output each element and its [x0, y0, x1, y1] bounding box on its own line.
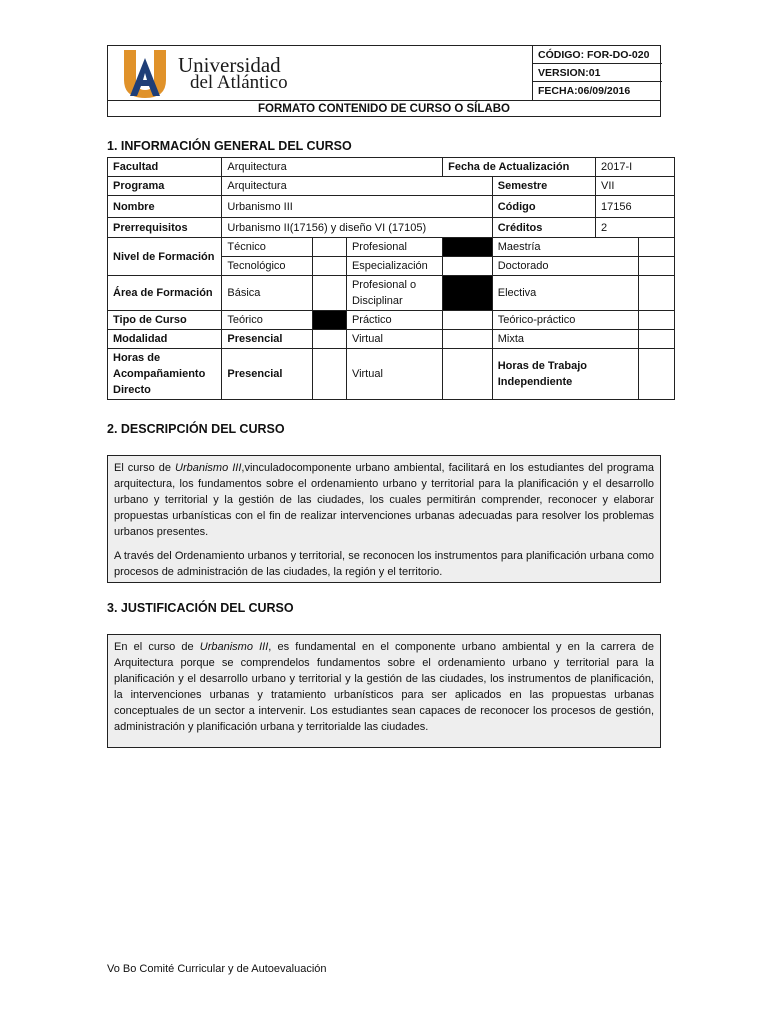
value-horas-virtual: [443, 349, 493, 400]
label-fecha-actualizacion: Fecha de Actualización: [443, 158, 596, 177]
option-profesional-disciplinar: Profesional o Disciplinar: [346, 276, 442, 311]
code-field: CÓDIGO: FOR-DO-020: [533, 46, 662, 64]
justification-text-a: En el curso de: [114, 641, 200, 653]
option-electiva: Electiva: [492, 276, 638, 311]
value-semestre: VII: [596, 177, 675, 196]
university-logo: [108, 46, 532, 100]
document-title: FORMATO CONTENIDO DE CURSO O SÍLABO: [108, 100, 660, 118]
option-tecnologico: Tecnológico: [222, 257, 312, 276]
option-profesional: Profesional: [346, 238, 442, 257]
table-row: [108, 196, 675, 218]
description-paragraph-2: A través del Ordenamiento urbanos y territorial, se reconocen los instrumentos para planificación urbana como procesos de administración de las ciudades, la región y el territorio.: [114, 550, 654, 578]
label-facultad: Facultad: [108, 158, 222, 177]
table-row: [108, 276, 675, 311]
checkbox-profesional-marked: [443, 238, 493, 257]
document-codes: [532, 46, 662, 100]
label-creditos: Créditos: [492, 218, 595, 238]
label-nivel-formacion: Nivel de Formación: [108, 238, 222, 276]
justification-box: [107, 634, 661, 748]
option-teorico-practico: Teórico-práctico: [492, 311, 638, 330]
description-text-b: ,vinculadocomponente urbano ambiental, facilitará en los estudiantes del programa arquitectura, los fundamentos sobre el ordenamiento urbano y territorial para la planificación y el desarrollo urbano y territorial y la gestión de las ciudades, los cuales permitirán comprender, reconocer y elaborar propuestas urbanísticas con el fin de realizar intervenciones urbanas adecuadas para resolver los problemas urbanos presentes.: [114, 462, 654, 538]
description-text-a: El curso de: [114, 462, 176, 474]
checkbox-presencial: [312, 330, 346, 349]
label-prerrequisitos: Prerrequisitos: [108, 218, 222, 238]
date-field: FECHA:06/09/2016: [538, 85, 631, 97]
value-nombre: Urbanismo III: [222, 196, 492, 218]
table-row: [108, 177, 675, 196]
checkbox-basica: [312, 276, 346, 311]
value-programa: Arquitectura: [222, 177, 492, 196]
label-tipo-curso: Tipo de Curso: [108, 311, 222, 330]
checkbox-tecnologico: [312, 257, 346, 276]
table-row: [108, 349, 675, 400]
value-horas-independiente: [638, 349, 674, 400]
label-semestre: Semestre: [492, 177, 595, 196]
checkbox-electiva: [638, 276, 674, 311]
course-info-table: [107, 157, 675, 400]
label-modalidad: Modalidad: [108, 330, 222, 349]
option-tecnico: Técnico: [222, 238, 312, 257]
footer-signature-line: Vo Bo Comité Curricular y de Autoevaluación: [107, 963, 327, 975]
justification-paragraph: [114, 639, 654, 735]
option-presencial: Presencial: [222, 330, 312, 349]
table-row: [108, 158, 675, 177]
section1-title: 1. INFORMACIÓN GENERAL DEL CURSO: [107, 139, 352, 153]
value-horas-presencial: [312, 349, 346, 400]
option-especializacion: Especialización: [346, 257, 442, 276]
section2-title: 2. DESCRIPCIÓN DEL CURSO: [107, 422, 285, 436]
value-facultad: Arquitectura: [222, 158, 443, 177]
checkbox-tecnico: [312, 238, 346, 257]
university-logo-icon: [120, 48, 170, 98]
option-teorico: Teórico: [222, 311, 312, 330]
checkbox-teorico-practico: [638, 311, 674, 330]
option-mixta: Mixta: [492, 330, 638, 349]
label-programa: Programa: [108, 177, 222, 196]
option-horas-presencial: Presencial: [222, 349, 312, 400]
checkbox-doctorado: [638, 257, 674, 276]
option-practico: Práctico: [346, 311, 442, 330]
table-row: [108, 330, 675, 349]
label-horas-acompanamiento: Horas de Acompañamiento Directo: [108, 349, 222, 400]
version-field: VERSION:01: [533, 64, 662, 82]
label-nombre: Nombre: [108, 196, 222, 218]
checkbox-virtual: [443, 330, 493, 349]
checkbox-maestria: [638, 238, 674, 257]
label-area-formacion: Área de Formación: [108, 276, 222, 311]
label-horas-independiente: Horas de Trabajo Independiente: [492, 349, 638, 400]
option-basica: Básica: [222, 276, 312, 311]
checkbox-mixta: [638, 330, 674, 349]
justification-text-b: , es fundamental en el componente urbano ambiental y en la carrera de Arquitectura porque se comprendelos fundamentos sobre el ordenamiento urbano y territorial para la planificación y el desarrollo urbano y territorial y la gestión de las ciudades, los instrumentos de planificación, la intervenciones urbanas y tratamiento urbanísticos para ser aplicados en las propuestas urbanas conceptuales de un sector a intervenir. Los estudiantes sean capaces de reconocer los procesos de gestión, administración y planificación urbana y territorialde las ciudades.: [114, 641, 654, 733]
table-row: [108, 218, 675, 238]
course-name-italic: Urbanismo III: [175, 462, 242, 474]
table-row: [108, 311, 675, 330]
option-maestria: Maestría: [492, 238, 638, 257]
option-horas-virtual: Virtual: [346, 349, 442, 400]
value-prerrequisitos: Urbanismo II(17156) y diseño VI (17105): [222, 218, 492, 238]
table-row: [108, 238, 675, 257]
university-name-line1: Universidad: [178, 53, 281, 77]
section3-title: 3. JUSTIFICACIÓN DEL CURSO: [107, 601, 294, 615]
option-virtual: Virtual: [346, 330, 442, 349]
checkbox-profesional-disciplinar-marked: [443, 276, 493, 311]
description-paragraph-1: [114, 460, 654, 540]
value-creditos: 2: [596, 218, 675, 238]
option-doctorado: Doctorado: [492, 257, 638, 276]
value-codigo: 17156: [596, 196, 675, 218]
description-box: [107, 455, 661, 583]
university-name-line2: del Atlántico: [190, 72, 288, 93]
label-codigo: Código: [492, 196, 595, 218]
course-name-italic: Urbanismo III: [199, 641, 269, 653]
checkbox-practico: [443, 311, 493, 330]
document-header: [107, 45, 661, 117]
value-fecha-actualizacion: 2017-I: [596, 158, 675, 177]
checkbox-teorico-marked: [312, 311, 346, 330]
checkbox-especializacion: [443, 257, 493, 276]
